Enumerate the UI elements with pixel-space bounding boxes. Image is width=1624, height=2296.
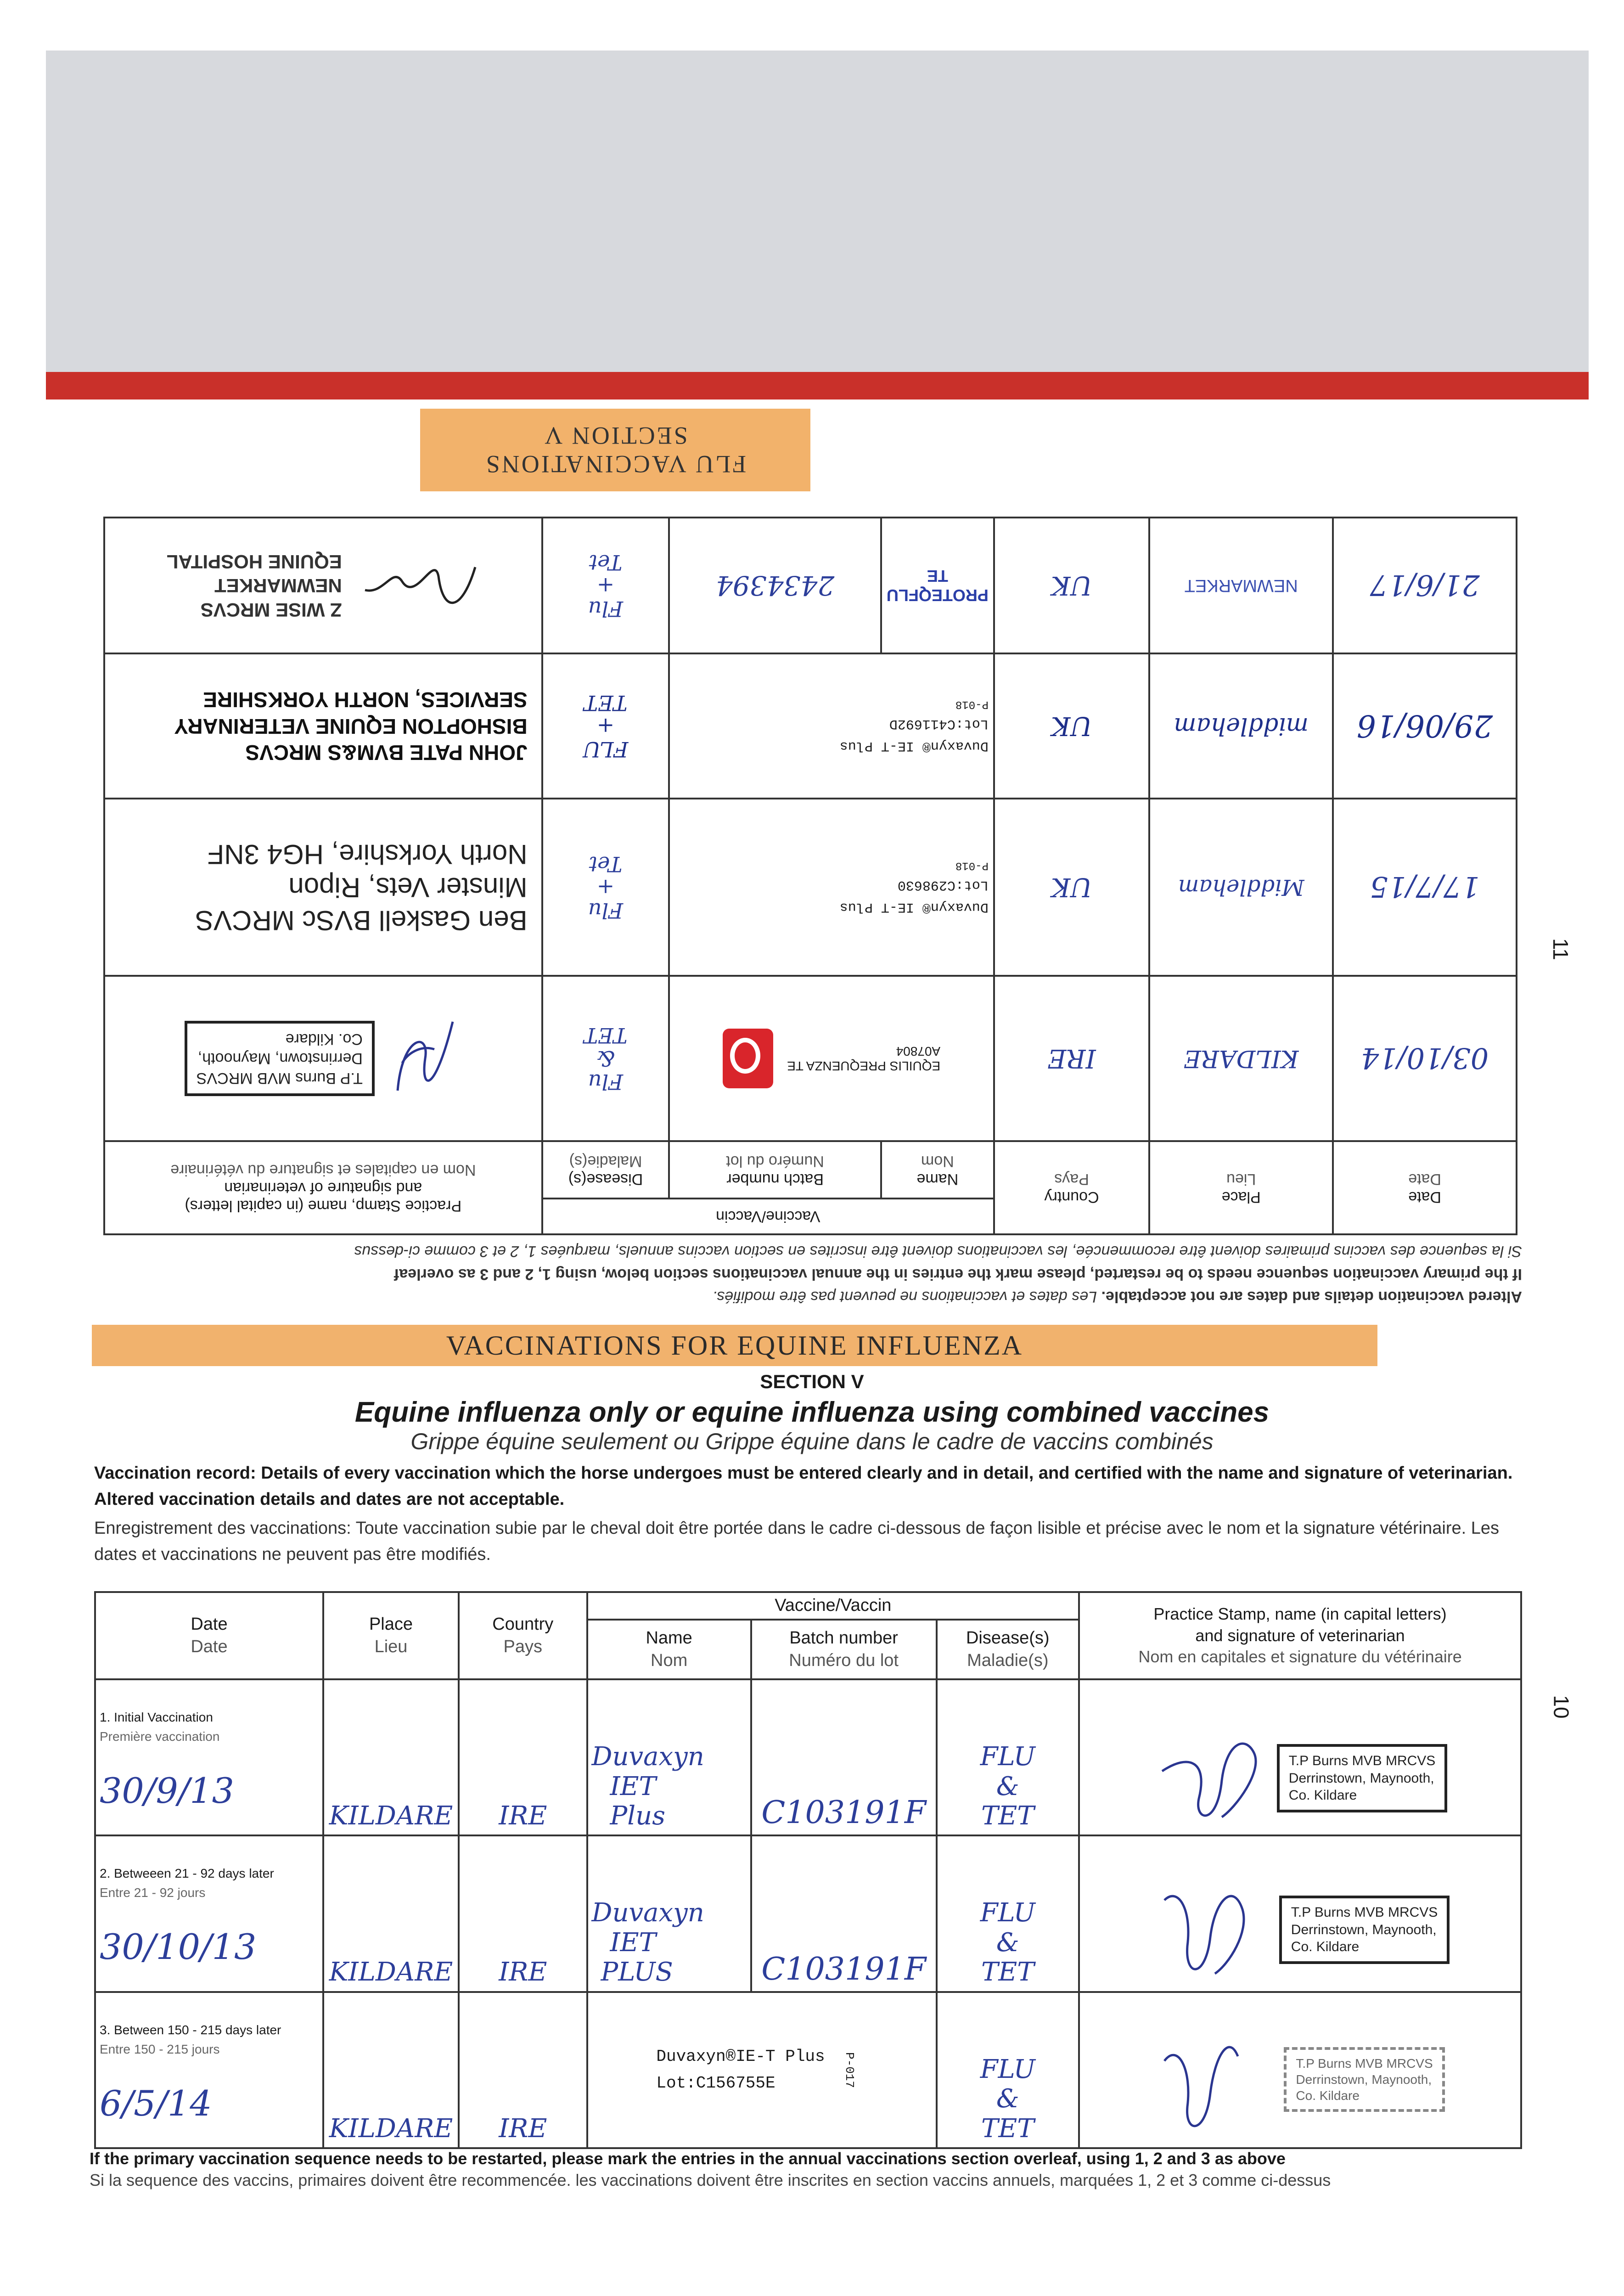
header-batch: Batch number Numéro du lot: [669, 1141, 881, 1199]
entry-date: 03/10/14: [1333, 976, 1517, 1141]
page-number-11: 11: [1548, 938, 1573, 960]
entry-country: UK: [994, 518, 1149, 653]
tab-line1: FLU VACCINATIONS: [484, 450, 747, 478]
signature-mark: [1155, 2015, 1247, 2144]
row-label-en: 2. Betweeen 21 - 92 days later: [100, 1866, 274, 1881]
page-number-10: 10: [1549, 1695, 1573, 1719]
table-row: [104, 518, 1517, 653]
entry-place: Middleham: [1149, 799, 1333, 976]
table-row: [104, 976, 1517, 1141]
vet-stamp: T.P Burns MVB MRCVS Derrinstown, Maynooth, Co. Kildare: [1277, 1744, 1448, 1812]
signature-mark: [1153, 1725, 1272, 1831]
entry-date: 17/7/15: [1333, 799, 1517, 976]
section-banner: VACCINATIONS FOR EQUINE INFLUENZA: [92, 1325, 1377, 1366]
entry-disease: Flu & TET: [542, 976, 669, 1141]
entry-batch: C103191F: [751, 1679, 937, 1835]
entry-disease: FLU & TET: [937, 1992, 1079, 2148]
red-band: [46, 372, 1589, 400]
footer-note-en: If the primary vaccination sequence needs to be restarted, please mark the entries in the annual vaccinations section overleaf, using 1, 2 and 3 as above: [90, 2149, 1286, 2168]
header-vaccine: Vaccine/Vaccin: [587, 1592, 1079, 1620]
entry-date-cell: [95, 1992, 323, 2148]
header-disease: Disease(s) Maladie(s): [937, 1620, 1079, 1679]
entry-place: KILDARE: [323, 1992, 459, 2148]
entry-stamp: [1079, 1679, 1521, 1835]
entry-date: 30/9/13: [100, 1770, 234, 1811]
signature-mark: [1151, 1873, 1261, 1987]
entry-date: 29/06/16: [1333, 653, 1517, 799]
header-name: Name Nom: [881, 1141, 994, 1199]
section-label: SECTION V: [760, 1371, 864, 1392]
header-disease: Disease(s) Maladie(s): [542, 1141, 669, 1199]
entry-country: UK: [994, 653, 1149, 799]
entry-country: IRE: [459, 1835, 587, 1992]
entry-country: IRE: [459, 1679, 587, 1835]
flu-vaccinations-tab: [420, 409, 810, 491]
vaccine-batch: A07804: [896, 1044, 941, 1058]
entry-stamp: Z WISE MRCVS NEWMARKET EQUINE HOSPITAL: [104, 518, 542, 653]
note-fr-1: Les dates et vaccinations ne peuvent pas être modifiés.: [712, 1288, 1097, 1306]
entry-stamp: [1079, 1835, 1521, 1992]
entry-vaccine-name: PROTEQFLU TE: [881, 518, 994, 653]
table-row: [104, 799, 1517, 976]
entry-vaccine: [669, 653, 994, 799]
vet-stamp: T.P Burns MVB MRCVS Derrinstown, Maynooth, Co. Kildare: [1279, 1896, 1450, 1964]
note-en-2: If the primary vaccination sequence needs to be restarted, please mark the entries in the annual vaccinations section below, using 1, 2 and 3 as overleaf: [393, 1265, 1522, 1283]
vaccine-name: Duvaxyn® IE-T Plus: [839, 738, 989, 754]
header-country: Country Pays: [459, 1592, 587, 1679]
vet-stamp: T.P Burns MVB MRCVS Derrinstown, Maynooth, Co. Kildare: [1284, 2047, 1444, 2112]
entry-stamp: [104, 976, 542, 1141]
annual-vaccination-table: [103, 517, 1517, 1235]
equilis-logo: [723, 1029, 773, 1088]
entry-place: KILDARE: [1149, 976, 1333, 1141]
entry-date: 30/10/13: [100, 1926, 257, 1968]
row-label-en: 3. Between 150 - 215 days later: [100, 2022, 281, 2037]
header-practice: Practice Stamp, name (in capital letters) and signature of veterinarian Nom en capitales et signature du vétérinaire: [1079, 1592, 1521, 1679]
entry-disease: FLU & TET: [937, 1679, 1079, 1835]
entry-stamp: JOHN PATE BVM&S MRCVS BISHOPTON EQUINE VETERINARY SERVICES, NORTH YORKSHIRE: [104, 653, 542, 799]
scan-grey-area: [46, 51, 1589, 372]
table-row: [104, 653, 1517, 799]
entry-vaccine: Duvaxyn IET Plus: [587, 1679, 751, 1835]
upper-notes: [99, 1240, 1522, 1308]
entry-disease: Flu + Tet: [542, 518, 669, 653]
header-place: Place Lieu: [323, 1592, 459, 1679]
entry-country: UK: [994, 799, 1149, 976]
header-batch: Batch number Numéro du lot: [751, 1620, 937, 1679]
vaccine-batch: Lot:C298630: [897, 877, 989, 893]
entry-vaccine: Duvaxyn IET PLUS: [587, 1835, 751, 1992]
record-instructions-en: Vaccination record: Details of every vaccination which the horse undergoes must be entered clearly and in detail, and certified with the name and signature of veterinarian. Altered vaccination details and dates are not acceptable.: [94, 1463, 1513, 1509]
signature-mark: [360, 549, 480, 622]
vaccine-code: P-017: [842, 2052, 856, 2088]
row-label-en: 1. Initial Vaccination: [100, 1710, 213, 1724]
tab-line2: SECTION V: [543, 422, 688, 450]
header-practice: Practice Stamp, name (in capital letters) and signature of veterinarian Nom en capitales et signature du vétérinaire: [104, 1141, 542, 1234]
header-name: Name Nom: [587, 1620, 751, 1679]
entry-disease: FLU + TET: [542, 653, 669, 799]
title-french: Grippe équine seulement ou Grippe équine dans le cadre de vaccins combinés: [410, 1429, 1214, 1454]
title-english: Equine influenza only or equine influenza using combined vaccines: [354, 1396, 1270, 1428]
row-label-fr: Première vaccination: [100, 1729, 220, 1744]
entry-date: 21/6/17: [1333, 518, 1517, 653]
entry-country: IRE: [459, 1992, 587, 2148]
entry-stamp: Ben Gaskell BVSc MRCVS Minster Vets, Ripon North Yorkshire, HG4 3NF: [104, 799, 542, 976]
entry-stamp: [1079, 1992, 1521, 2148]
entry-country: IRE: [994, 976, 1149, 1141]
entry-vaccine: [669, 799, 994, 976]
entry-disease: FLU & TET: [937, 1835, 1079, 1992]
header-vaccine: Vaccine/Vaccin: [542, 1199, 994, 1234]
vaccine-printed-name: Duvaxyn®IE-T Plus: [656, 2047, 825, 2066]
note-en-1: Altered vaccination details and dates are not acceptable.: [1101, 1288, 1522, 1306]
row-label-fr: Entre 21 - 92 jours: [100, 1885, 206, 1900]
vaccine-name: EQUILIS PREQUENZA TE: [787, 1058, 941, 1073]
vaccine-code: P-018: [955, 698, 989, 711]
vaccine-batch: Lot:C411692D: [889, 716, 989, 732]
entry-place: middleham: [1149, 653, 1333, 799]
entry-place: NEWMARKET: [1149, 518, 1333, 653]
vaccine-printed-lot: Lot:C156755E: [656, 2073, 775, 2093]
footer-note-fr: Si la sequence des vaccins, primaires doivent être recommencée. les vaccinations doivent être inscrites en section vaccins annuels, marquées 1, 2 et 3 comme ci-dessus: [90, 2171, 1331, 2189]
entry-date-cell: [95, 1835, 323, 1992]
vaccine-name: Duvaxyn® IE-T Plus: [839, 899, 989, 915]
table-row: [95, 1992, 1521, 2148]
header-date: Date Date: [95, 1592, 323, 1679]
entry-vaccine: [669, 976, 994, 1141]
header-place: Place Lieu: [1149, 1141, 1333, 1234]
signature-mark: [388, 1013, 462, 1104]
header-date: Date Date: [1333, 1141, 1517, 1234]
row-label-fr: Entre 150 - 215 jours: [100, 2042, 220, 2056]
entry-date-cell: [95, 1679, 323, 1835]
primary-vaccination-table: [94, 1591, 1522, 2149]
table-row: [95, 1679, 1521, 1835]
header-country: Country Pays: [994, 1141, 1149, 1234]
entry-disease: Flu + Tet: [542, 799, 669, 976]
entry-place: KILDARE: [323, 1835, 459, 1992]
entry-vaccine: [587, 1992, 937, 2148]
entry-batch: 2434394: [669, 518, 881, 653]
entry-place: KILDARE: [323, 1679, 459, 1835]
table-row: [95, 1835, 1521, 1992]
record-instructions-fr: Enregistrement des vaccinations: Toute vaccination subie par le cheval doit être portée dans le cadre ci-dessous de façon lisible et précise avec le nom et la signature vétérinaire. Les dates et vaccinations ne peuvent pas être modifiés.: [94, 1519, 1500, 1564]
vet-stamp: T.P Burns MVB MRCVS Derrinstown, Maynooth, Co. Kildare: [185, 1021, 375, 1096]
note-fr-2: Si la sequence des vaccins primaires doivent être recommencée, les vaccinations doivent être inscrites en section vaccins annuels, marquées 1, 2 et 3 comme ci-dessus: [354, 1243, 1522, 1261]
entry-batch: C103191F: [751, 1835, 937, 1992]
entry-date: 6/5/14: [100, 2082, 212, 2124]
vaccine-code: P-018: [955, 859, 989, 872]
